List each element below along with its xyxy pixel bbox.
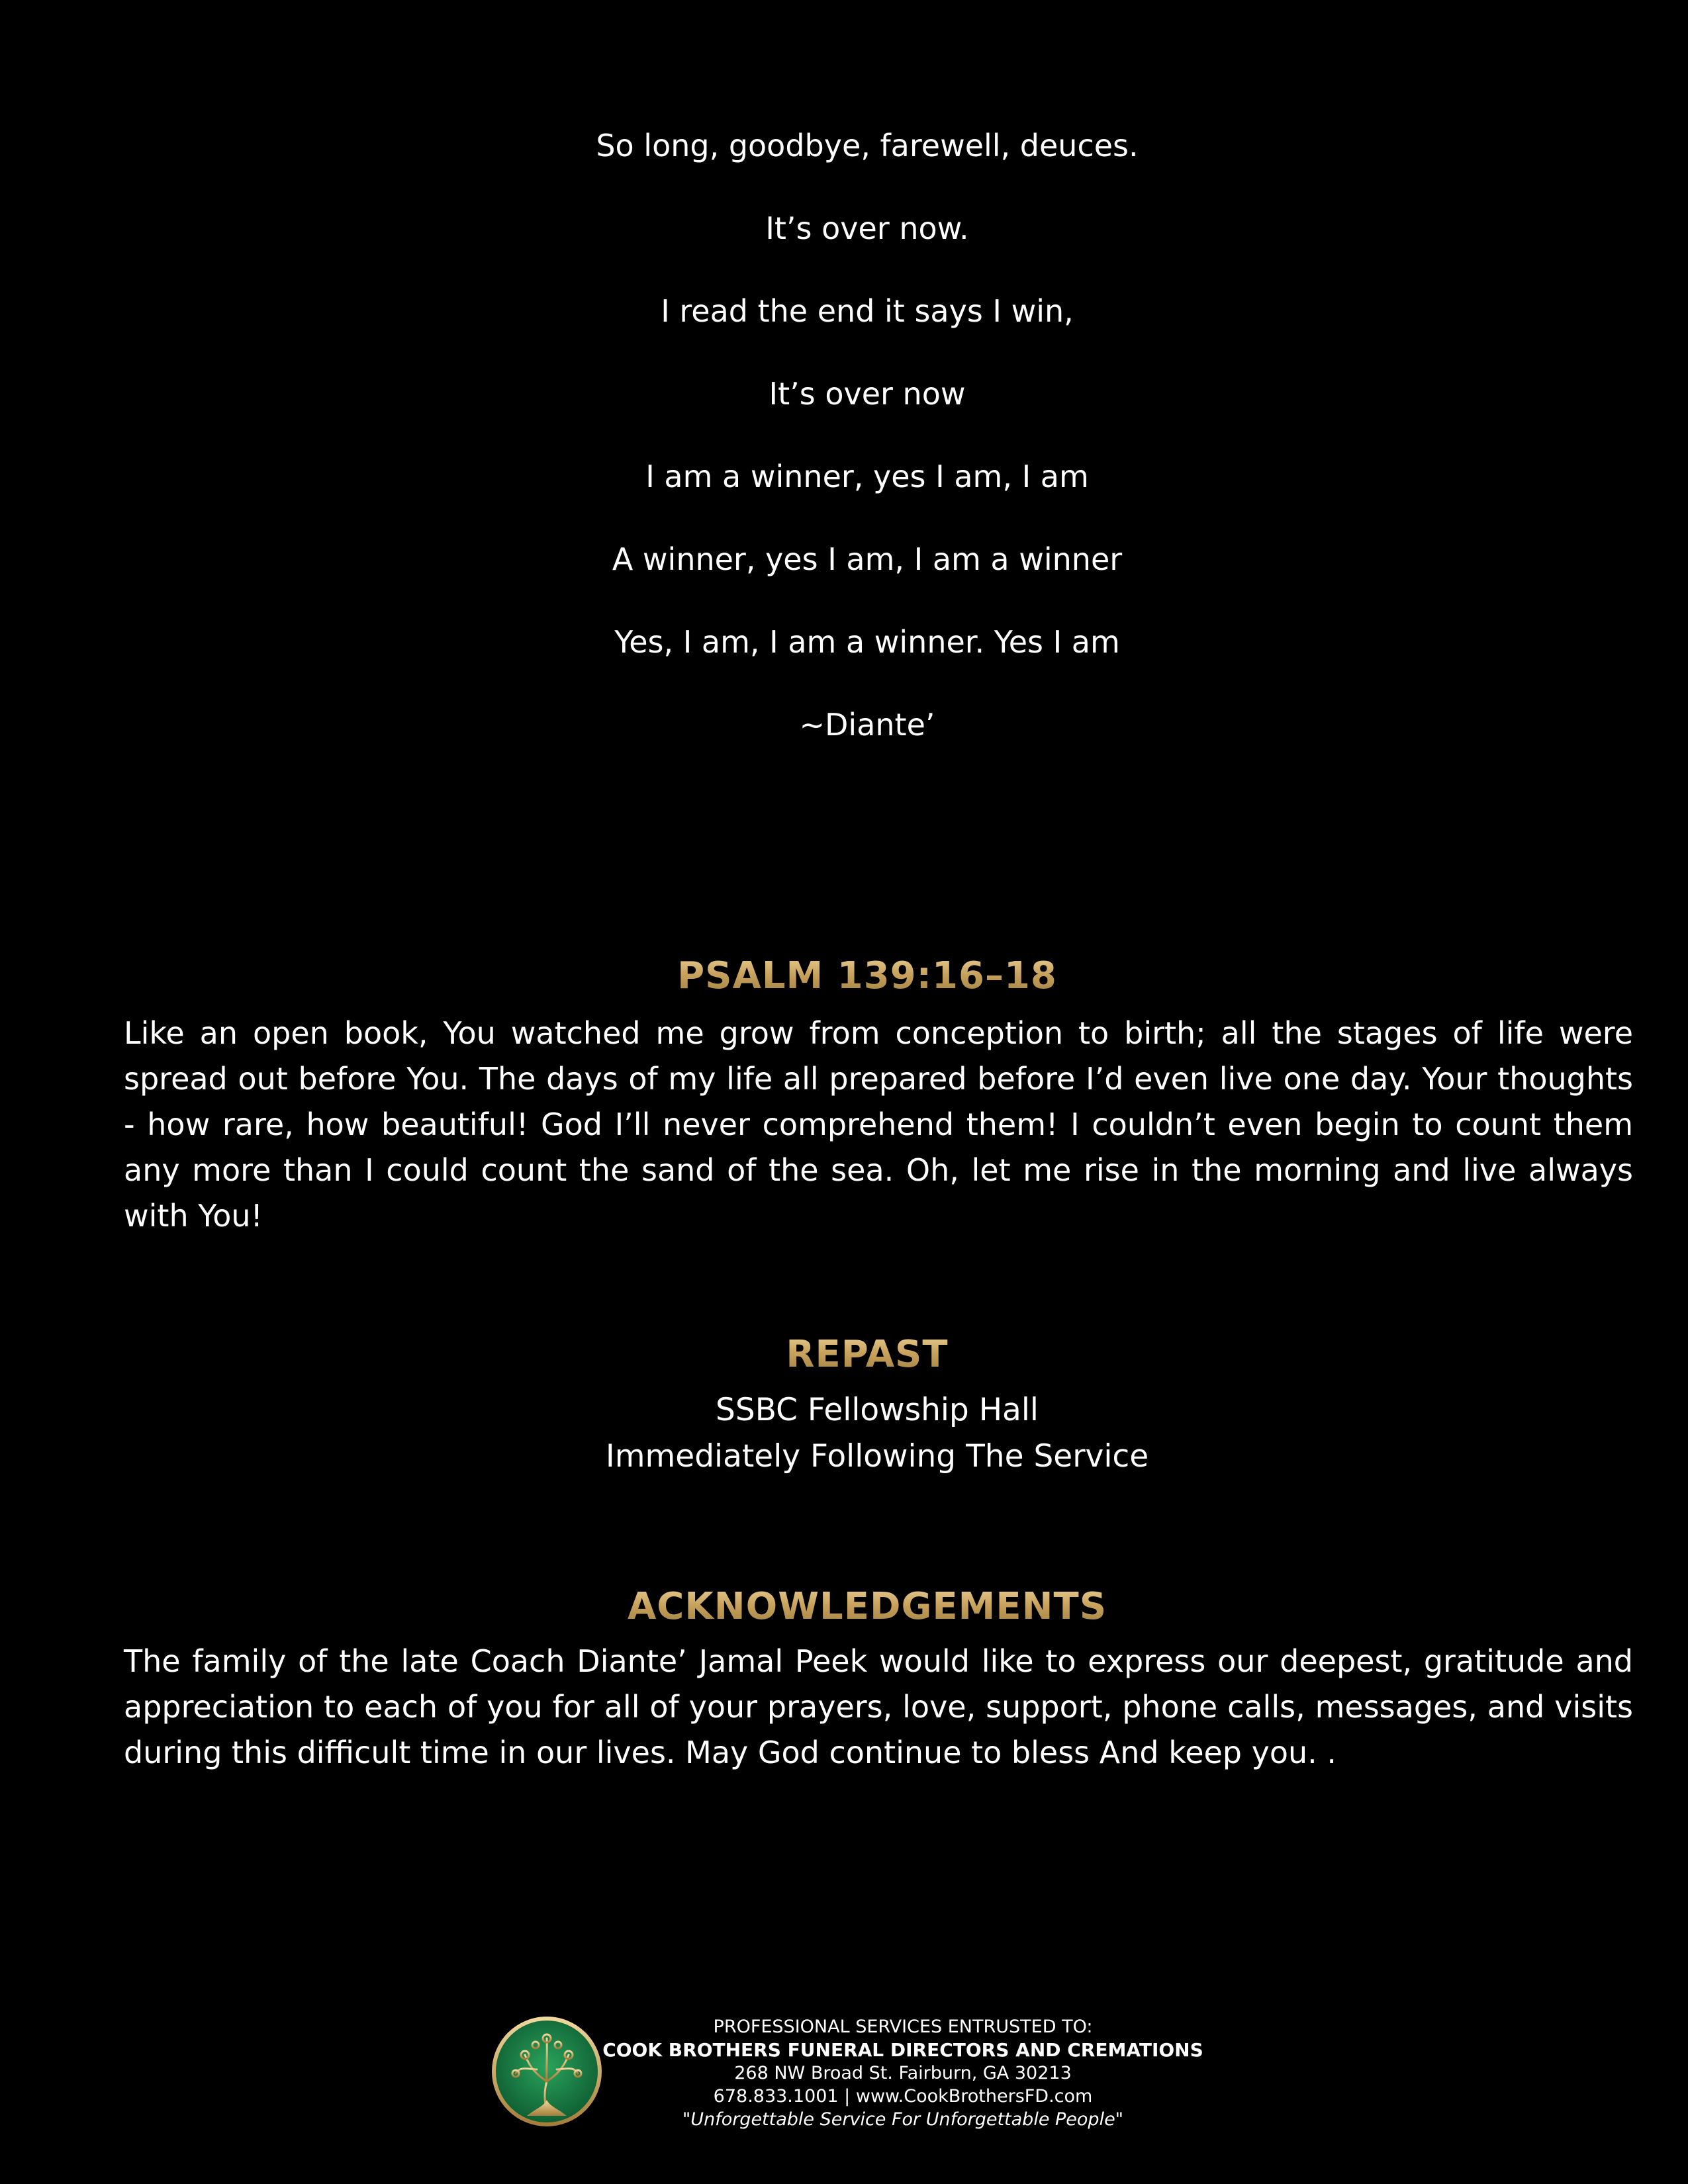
poem-line: I am a winner, yes I am, I am <box>645 459 1089 494</box>
footer-entrusted: PROFESSIONAL SERVICES ENTRUSTED TO: <box>713 2017 1093 2037</box>
poem-signature: ~Diante’ <box>799 707 935 743</box>
psalm-text: Like an open book, You watched me grow from conception to birth; all the stages of life were spread out before You. The days of my life all prepared before I’d even live one day. Your thoughts - how rare, how beautiful! God I’ll never comprehend them! I couldn’t even begin to count them any more than I could count the sand of the sea. Oh, let me rise in the morning and live always with You! <box>124 1015 1633 1234</box>
company-name: COOK BROTHERS FUNERAL DIRECTORS AND CREMATIONS <box>602 2039 1203 2061</box>
repast-location: SSBC Fellowship Hall <box>716 1392 1039 1428</box>
poem-line: Yes, I am, I am a winner. Yes I am <box>614 624 1120 660</box>
poem-line: It’s over now. <box>765 210 969 246</box>
poem-line: So long, goodbye, farewell, deuces. <box>596 128 1139 163</box>
company-slogan: "Unforgettable Service For Unforgettable People" <box>682 2109 1124 2130</box>
poem-line: A winner, yes I am, I am a winner <box>612 541 1123 577</box>
psalm-heading: PSALM 139:16–18 <box>0 953 1688 999</box>
poem-line: I read the end it says I win, <box>661 293 1074 329</box>
company-contact: 678.833.1001 | www.CookBrothersFD.com <box>713 2086 1093 2107</box>
repast-heading: REPAST <box>0 1332 1688 1378</box>
acknowledgements-heading: ACKNOWLEDGEMENTS <box>0 1584 1688 1630</box>
company-address: 268 NW Broad St. Fairburn, GA 30213 <box>734 2063 1072 2083</box>
acknowledgements-text: The family of the late Coach Diante’ Jamal Peek would like to express our deepest, gratitude and appreciation to each of you for all of your prayers, love, support, phone calls, messages, and visits during this difficult time in our lives. May God continue to bless And keep you. . <box>124 1643 1633 1770</box>
repast-time: Immediately Following The Service <box>605 1438 1149 1475</box>
footer <box>0 2005 1688 2151</box>
poem-line: It’s over now <box>769 376 966 412</box>
footer-info <box>572 2015 1234 2131</box>
